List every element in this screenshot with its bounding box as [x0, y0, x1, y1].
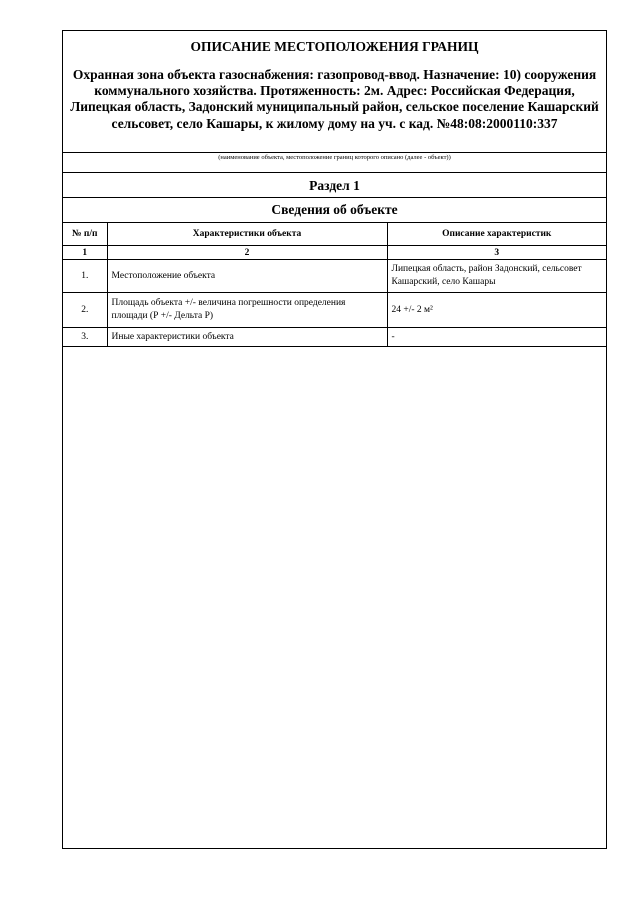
object-description: Охранная зона объекта газоснабжения: газопровод-ввод. Назначение: 10) сооружения коммунального хозяйства. Протяженность: 2м. Адрес: Российская Федерация, Липецкая область, Задонский муниципальный район, сельское поселение Кашарский сельсовет, село Кашары, к жилому дому на уч. с кад. №48:08:2000110:337 — [70, 67, 599, 131]
column-number: 2 — [107, 246, 387, 260]
table-row — [63, 293, 606, 328]
table-row — [63, 260, 606, 293]
object-info-table — [63, 222, 606, 347]
row-description: - — [387, 328, 606, 347]
row-characteristic: Иные характеристики объекта — [107, 328, 387, 347]
section-title: Раздел 1 — [309, 178, 360, 193]
column-number: 1 — [63, 246, 107, 260]
row-description: 24 +/- 2 м² — [387, 293, 606, 328]
row-number: 1. — [63, 260, 107, 293]
divider — [63, 197, 606, 198]
header-description: Описание характеристик — [387, 223, 606, 246]
object-caption: (наименование объекта, местоположение границ которого описано (далее - объект)) — [218, 154, 451, 161]
row-characteristic: Местоположение объекта — [107, 260, 387, 293]
table-header-row — [63, 223, 606, 246]
document-frame — [62, 30, 607, 849]
header-number: № п/п — [63, 223, 107, 246]
table-row — [63, 328, 606, 347]
section-subtitle: Сведения об объекте — [271, 202, 398, 217]
divider — [63, 152, 606, 153]
row-description: Липецкая область, район Задонский, сельсовет Кашарский, село Кашары — [387, 260, 606, 293]
column-number: 3 — [387, 246, 606, 260]
column-number-row — [63, 246, 606, 260]
row-number: 2. — [63, 293, 107, 328]
header-characteristic: Характеристики объекта — [107, 223, 387, 246]
row-characteristic: Площадь объекта +/- величина погрешности определения площади (Р +/- Дельта Р) — [107, 293, 387, 328]
divider — [63, 172, 606, 173]
row-number: 3. — [63, 328, 107, 347]
document-title: ОПИСАНИЕ МЕСТОПОЛОЖЕНИЯ ГРАНИЦ — [190, 39, 479, 54]
